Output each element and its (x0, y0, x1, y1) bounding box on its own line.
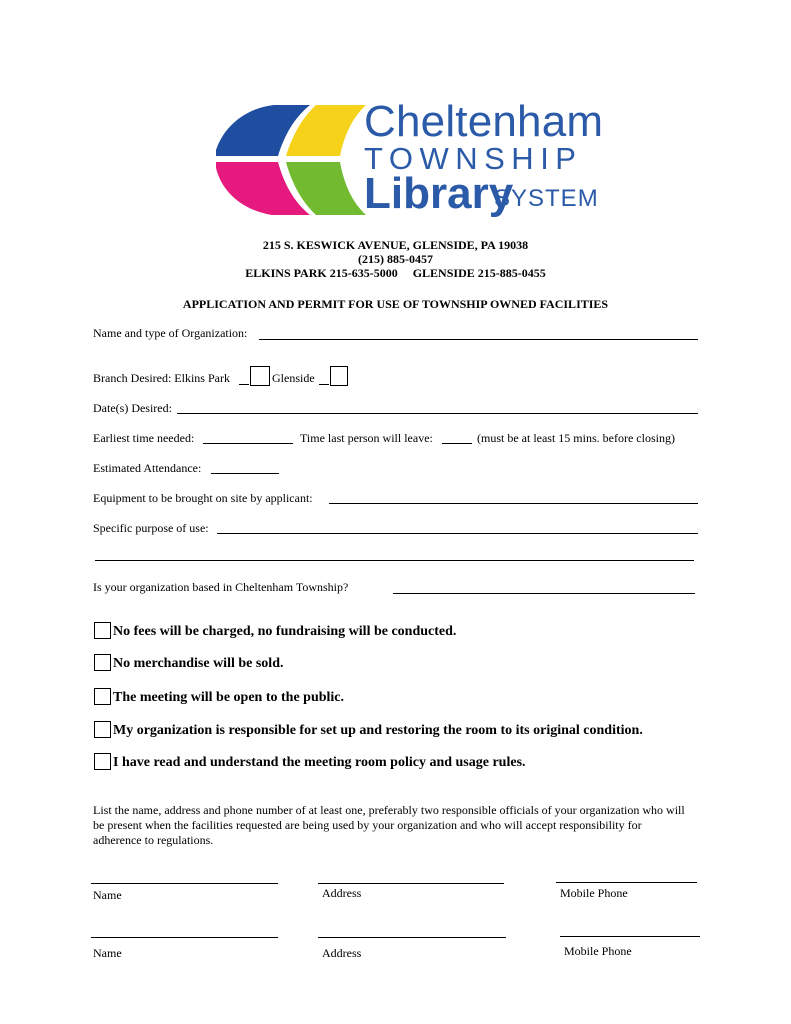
attendance-input-line[interactable] (211, 473, 279, 474)
official-2-phone-line[interactable] (560, 936, 700, 937)
address-line: 215 S. KESWICK AVENUE, GLENSIDE, PA 19038 (262, 238, 529, 252)
checklist-label: No fees will be charged, no fundraising will be conducted. (113, 624, 457, 639)
checklist-label: My organization is responsible for set up and restoring the room to its original condition. (113, 723, 643, 738)
brand-name: Cheltenham (364, 97, 604, 146)
brand-system: SYSTEM (494, 185, 599, 212)
official-1-name-line[interactable] (91, 883, 278, 884)
checklist-item (94, 688, 344, 708)
official-2-phone-label: Mobile Phone (564, 944, 632, 958)
purpose-input-line[interactable] (217, 533, 698, 534)
based-in-township-label: Is your organization based in Cheltenham Township? (93, 580, 349, 594)
closing-note: (must be at least 15 mins. before closing) (477, 431, 675, 445)
official-2-name-label: Name (93, 946, 122, 960)
brand-library: Library (364, 169, 514, 218)
official-1-phone-label: Mobile Phone (560, 886, 628, 900)
checklist-checkbox[interactable] (94, 688, 111, 705)
earliest-time-input-line[interactable] (203, 443, 293, 444)
official-1-name-label: Name (93, 888, 122, 902)
dates-label: Date(s) Desired: (93, 401, 172, 415)
elkins-park-checkbox[interactable] (250, 366, 270, 386)
official-2-address-line[interactable] (318, 937, 506, 938)
purpose-input-line-2[interactable] (95, 560, 694, 561)
checklist-label: I have read and understand the meeting room policy and usage rules. (113, 755, 526, 770)
last-person-label: Time last person will leave: (300, 431, 433, 445)
glenside-underline (319, 384, 329, 385)
page-title: APPLICATION AND PERMIT FOR USE OF TOWNSHIP OWNED FACILITIES (182, 297, 609, 311)
checklist-checkbox[interactable] (94, 622, 111, 639)
org-input-line[interactable] (259, 339, 698, 340)
org-label: Name and type of Organization: (93, 326, 248, 340)
checklist-checkbox[interactable] (94, 753, 111, 770)
official-2-name-line[interactable] (91, 937, 278, 938)
brand-township: TOWNSHIP (364, 141, 583, 176)
equipment-input-line[interactable] (329, 503, 698, 504)
glenside-checkbox[interactable] (330, 366, 348, 386)
official-1-address-line[interactable] (318, 883, 504, 884)
branch-underline (239, 384, 249, 385)
checklist-item (94, 753, 526, 773)
earliest-time-label: Earliest time needed: (93, 431, 195, 445)
checklist-item (94, 721, 643, 741)
attendance-label: Estimated Attendance: (93, 461, 202, 475)
checklist-item (94, 622, 456, 642)
checklist-checkbox[interactable] (94, 721, 111, 738)
checklist-label: The meeting will be open to the public. (113, 690, 345, 705)
branch-label: Branch Desired: Elkins Park (93, 371, 230, 385)
checklist-checkbox[interactable] (94, 654, 111, 671)
dates-input-line[interactable] (177, 413, 698, 414)
last-person-input-line[interactable] (442, 443, 472, 444)
based-in-township-input-line[interactable] (393, 593, 695, 594)
glenside-label: Glenside (272, 371, 315, 385)
officials-instructions: List the name, address and phone number of at least one, preferably two responsible officials of your organization who will be present when the facilities requested are being used by your organization and who will accept responsibility for adherence to regulations. (93, 803, 685, 847)
official-1-phone-line[interactable] (556, 882, 697, 883)
official-1-address-label: Address (322, 886, 362, 900)
phone-line: (215) 885-0457 (358, 252, 433, 266)
checklist-item (94, 654, 283, 674)
checklist-label: No merchandise will be sold. (113, 656, 284, 671)
equipment-label: Equipment to be brought on site by applicant: (93, 491, 313, 505)
official-2-address-label: Address (322, 946, 362, 960)
branches-phone-line: ELKINS PARK 215-635-5000 GLENSIDE 215-885-0455 (245, 266, 546, 280)
purpose-label: Specific purpose of use: (93, 521, 209, 535)
